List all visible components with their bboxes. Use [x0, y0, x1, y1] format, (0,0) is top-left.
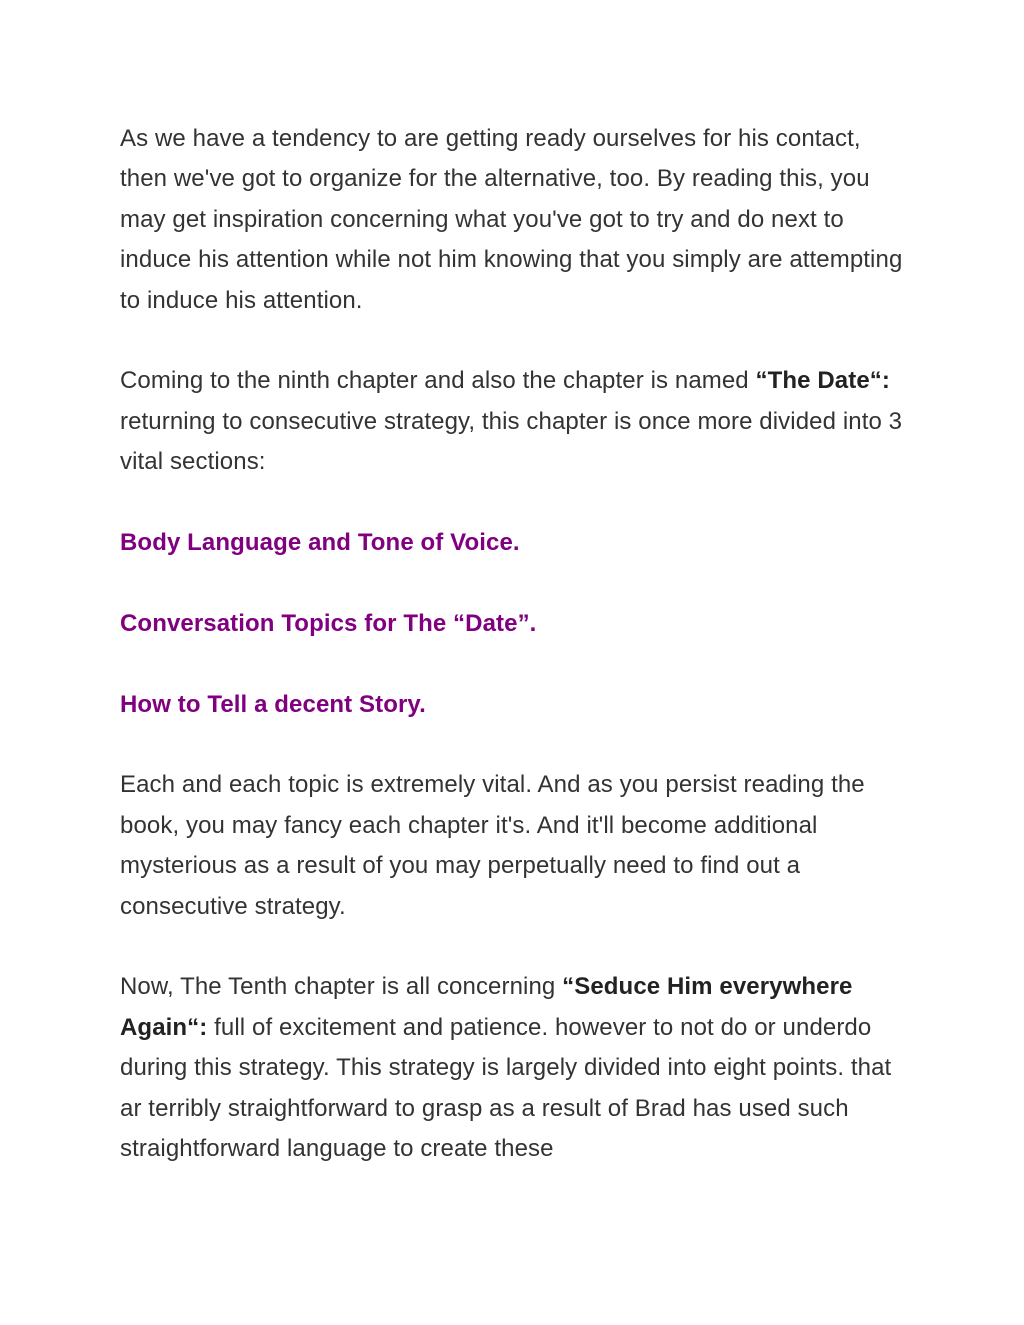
tenth-chapter-text-before: Now, The Tenth chapter is all concerning — [120, 973, 563, 1001]
section-tell-a-story[interactable]: How to Tell a decent Story. — [120, 690, 426, 718]
tenth-chapter-title: “Seduce Him everywhere Again“: — [120, 973, 853, 1041]
section-conversation-topics[interactable]: Conversation Topics for The “Date”. — [120, 609, 537, 637]
ninth-chapter-text-after: returning to consecutive strategy, this chapter is once more divided into 3 vital sections: — [120, 407, 903, 476]
ninth-chapter-title: “The Date“: — [755, 367, 890, 395]
tenth-chapter-paragraph — [120, 967, 910, 1169]
section-body-language[interactable]: Body Language and Tone of Voice. — [120, 529, 520, 557]
topics-paragraph: Each and each topic is extremely vital. And as you persist reading the book, you may fancy each chapter it's. And it'll become additional mysterious as a result of you may perpetually need to find out a consecutive strategy. — [120, 771, 865, 920]
intro-paragraph: As we have a tendency to are getting ready ourselves for his contact, then we've got to organize for the alternative, too. By reading this, you may get inspiration concerning what you've got to try and do next to induce his attention while not him knowing that you simply are attempting to induce his attention. — [120, 125, 903, 314]
tenth-chapter-text-after: full of excitement and patience. however to not do or underdo during this strategy. This strategy is largely divided into eight points. that ar terribly straightforward to grasp as a result of Brad has used such straightforward language to create these — [120, 1013, 892, 1163]
document-page — [120, 119, 910, 1210]
ninth-chapter-paragraph — [120, 361, 910, 482]
ninth-chapter-text-before: Coming to the ninth chapter and also the chapter is named — [120, 367, 756, 395]
